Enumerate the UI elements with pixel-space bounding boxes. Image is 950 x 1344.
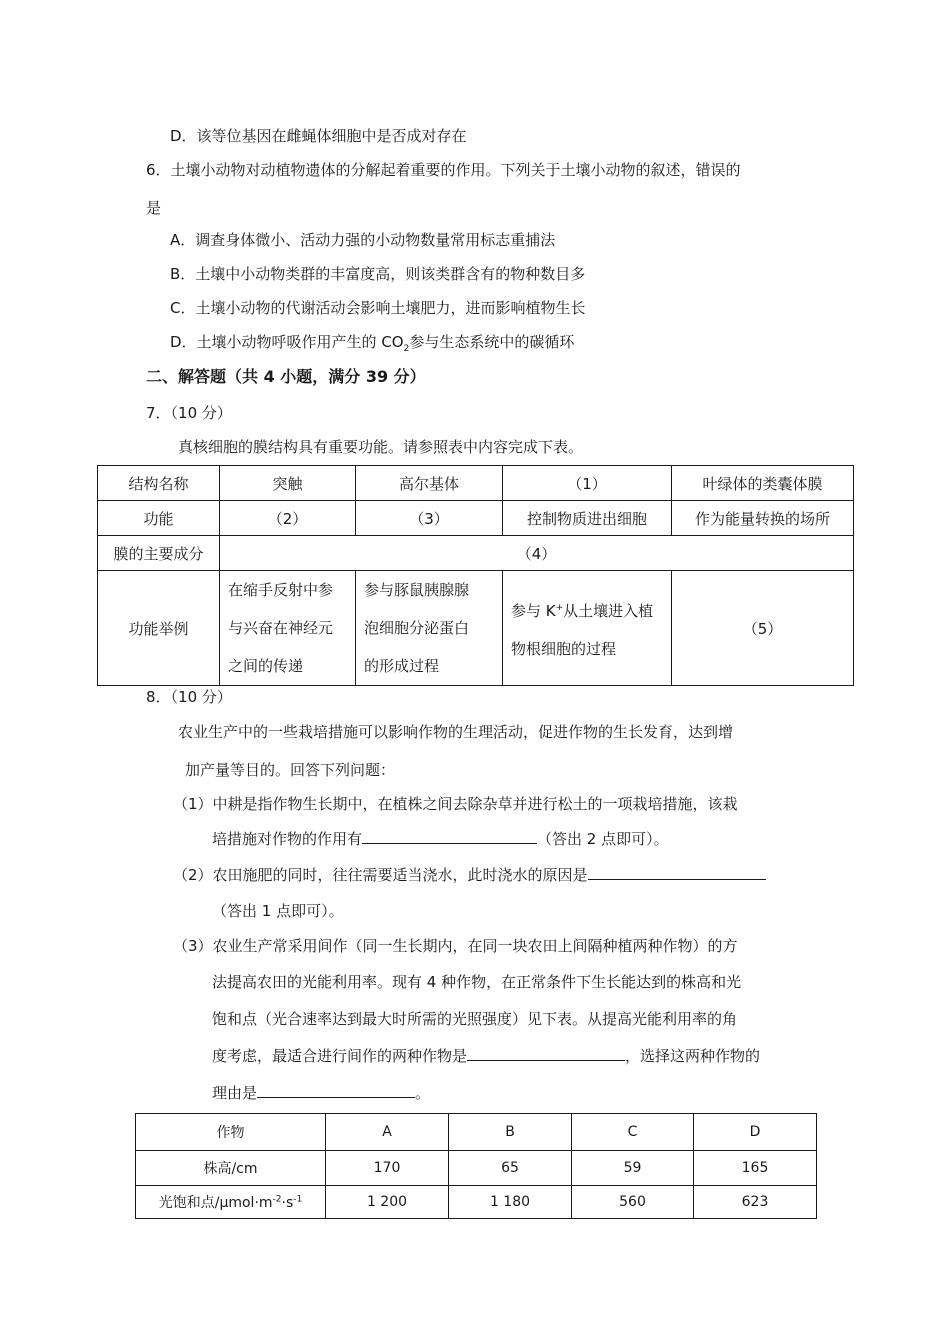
q8-table-row — [136, 1151, 817, 1186]
q8-header-cell: A — [326, 1114, 449, 1151]
q8-p3-line2: 法提高农田的光能利用率。现有 4 种作物，在正常条件下生长能达到的株高和光 — [212, 973, 742, 991]
q8-table-row — [136, 1186, 817, 1219]
q8-header-cell: 作物 — [136, 1114, 326, 1151]
q7-cell: 作为能量转换的场所 — [672, 501, 854, 536]
q7-cell-multiline — [503, 571, 672, 686]
q7-cell-line: 与兴奋在神经元 — [228, 619, 334, 637]
q7-cell: 膜的主要成分 — [98, 536, 220, 571]
q7-cell-text: 参与 K — [511, 601, 556, 620]
q7-cell-line: 在缩手反射中参 — [228, 581, 334, 599]
q7-cell-line — [511, 589, 667, 630]
q6-option-b: B．土壤中小动物类群的丰富度高，则该类群含有的物种数目多 — [170, 265, 586, 283]
q8-cell: 623 — [694, 1186, 817, 1219]
q8-p3-line5 — [212, 1083, 430, 1103]
q7-cell: （3） — [356, 501, 503, 536]
answer-blank[interactable] — [467, 1046, 625, 1061]
q8-cell — [136, 1186, 326, 1219]
q7-cell: （1） — [503, 466, 672, 501]
q8-cell-text: 光饱和点/μmol·m — [158, 1195, 273, 1211]
q8-p3-text: ，选择这两种作物的 — [625, 1047, 761, 1065]
q8-cell: 560 — [572, 1186, 694, 1219]
q7-cell: （2） — [220, 501, 356, 536]
q7-cell-multiline — [220, 571, 356, 686]
q6-option-d-sub: 2 — [403, 344, 410, 354]
q8-p3-line1: （3）农业生产常采用间作（同一生长期内，在同一块农田上间隔种植两种作物）的方 — [173, 937, 738, 955]
q7-table-row — [98, 536, 854, 571]
q8-cell: 165 — [694, 1151, 817, 1186]
q8-cell-sup: -1 — [293, 1194, 303, 1205]
q6-option-c: C．土壤小动物的代谢活动会影响土壤肥力，进而影响植物生长 — [170, 299, 586, 317]
q8-cell: 59 — [572, 1151, 694, 1186]
q8-cell: 1 200 — [326, 1186, 449, 1219]
q6-stem-line1: 6．土壤小动物对动植物遗体的分解起着重要的作用。下列关于土壤小动物的叙述，错误的 — [146, 161, 741, 179]
q8-p3-line3: 饱和点（光合速率达到最大时所需的光照强度）见下表。从提高光能利用率的角 — [212, 1010, 738, 1028]
q8-intro2: 加产量等目的。回答下列问题： — [185, 761, 396, 779]
q8-table — [135, 1113, 817, 1219]
q7-cell: 控制物质进出细胞 — [503, 501, 672, 536]
q7-cell-sup: + — [555, 602, 564, 613]
q8-p2-text: （2）农田施肥的同时，往往需要适当浇水，此时浇水的原因是 — [173, 866, 588, 884]
answer-blank[interactable] — [257, 1083, 415, 1098]
q7-cell-line: 的形成过程 — [364, 657, 440, 675]
q7-intro: 真核细胞的膜结构具有重要功能。请参照表中内容完成下表。 — [178, 438, 584, 456]
q6-option-d — [170, 332, 574, 359]
q8-p3-line4 — [212, 1046, 760, 1066]
q7-cell: （5） — [672, 571, 854, 686]
q7-cell-line: 泡细胞分泌蛋白 — [364, 619, 470, 637]
q7-table-row — [98, 501, 854, 536]
q6-stem-line2: 是 — [146, 199, 162, 217]
q7-cell-line: 物根细胞的过程 — [511, 639, 617, 658]
q8-p1-line2 — [212, 829, 669, 849]
q5-option-d: D．该等位基因在雌蝇体细胞中是否成对存在 — [170, 127, 467, 145]
q8-cell: 170 — [326, 1151, 449, 1186]
q8-header-cell: D — [694, 1114, 817, 1151]
q8-p1-text: 培措施对作物的作用有 — [212, 830, 363, 848]
q8-cell-sup: -2 — [272, 1194, 282, 1205]
q7-cell-line: 参与豚鼠胰腺腺 — [364, 581, 470, 599]
q7-cell: 功能举例 — [98, 571, 220, 686]
q6-option-d-post: 参与生态系统中的碳循环 — [409, 333, 575, 351]
q6-option-d-pre: D．土壤小动物呼吸作用产生的 CO — [170, 333, 404, 351]
q7-cell-multiline — [356, 571, 503, 686]
q7-cell: 结构名称 — [98, 466, 220, 501]
q7-cell: 突触 — [220, 466, 356, 501]
q8-cell: 株高/cm — [136, 1151, 326, 1186]
q8-p2-line2: （答出 1 点即可）。 — [212, 902, 344, 920]
q7-cell: 叶绿体的类囊体膜 — [672, 466, 854, 501]
q8-p3-text: 度考虑，最适合进行间作的两种作物是 — [212, 1047, 468, 1065]
q7-cell: 功能 — [98, 501, 220, 536]
answer-blank[interactable] — [588, 865, 766, 880]
q8-number: 8．（10 分） — [146, 688, 232, 706]
q7-cell-text: 从土壤进入植 — [563, 601, 654, 620]
q8-p1-text: （答出 2 点即可）。 — [537, 830, 669, 848]
q7-cell: 高尔基体 — [356, 466, 503, 501]
q7-number: 7．（10 分） — [146, 404, 232, 422]
q7-table-row — [98, 571, 854, 686]
section2-title: 二、解答题（共 4 小题，满分 39 分） — [146, 367, 426, 386]
q8-table-header-row — [136, 1114, 817, 1151]
q8-p2-line1 — [173, 865, 766, 885]
q8-p1-line1: （1）中耕是指作物生长期中，在植株之间去除杂草并进行松土的一项栽培措施，该栽 — [173, 795, 738, 813]
q8-p3-text: 。 — [415, 1084, 431, 1102]
q8-p3-text: 理由是 — [212, 1084, 258, 1102]
q8-header-cell: C — [572, 1114, 694, 1151]
answer-blank[interactable] — [362, 829, 537, 844]
q6-option-a: A．调查身体微小、活动力强的小动物数量常用标志重捕法 — [170, 231, 556, 249]
q8-cell: 65 — [449, 1151, 572, 1186]
q7-cell: （4） — [220, 536, 854, 571]
q8-intro1: 农业生产中的一些栽培措施可以影响作物的生理活动，促进作物的生长发育，达到增 — [178, 723, 734, 741]
q8-cell-text: ·s — [281, 1195, 294, 1211]
q7-cell-line: 之间的传递 — [228, 657, 304, 675]
q8-header-cell: B — [449, 1114, 572, 1151]
q7-table — [97, 465, 854, 686]
q7-table-row — [98, 466, 854, 501]
q8-cell: 1 180 — [449, 1186, 572, 1219]
